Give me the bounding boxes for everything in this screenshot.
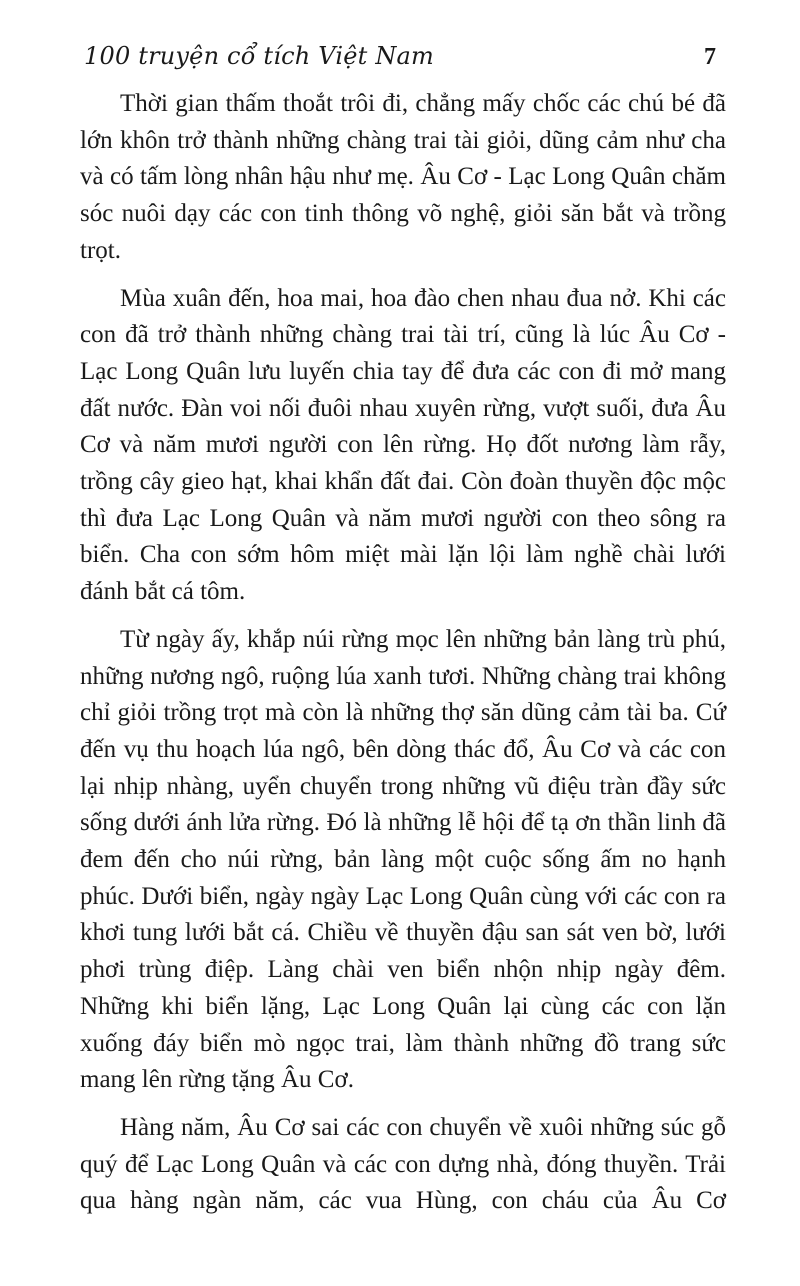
page-number: 7 [704, 44, 716, 70]
running-head-title: 100 truyện cổ tích Việt Nam [84, 42, 434, 70]
paragraph-1: Thời gian thấm thoắt trôi đi, chẳng mấy chốc các chú bé đã lớn khôn trở thành những chàng trai tài giỏi, dũng cảm như cha và có tấm lòng nhân hậu như mẹ. Âu Cơ - Lạc Long Quân chăm sóc nuôi dạy các con tinh thông võ nghệ, giỏi săn bắt và trồng trọt. [80, 90, 726, 264]
paragraph-2: Mùa xuân đến, hoa mai, hoa đào chen nhau đua nở. Khi các con đã trở thành những chàng trai tài trí, cũng là lúc Âu Cơ - Lạc Long Quân lưu luyến chia tay để đưa các con đi mở mang đất nước. Đàn voi nối đuôi nhau xuyên rừng, vượt suối, đưa Âu Cơ và năm mươi người con lên rừng. Họ đốt nương làm rẫy, trồng cây gieo hạt, khai khẩn đất đai. Còn đoàn thuyền độc mộc thì đưa Lạc Long Quân và năm mươi người con theo sông ra biển. Cha con sớm hôm miệt mài lặn lội làm nghề chài lưới đánh bắt cá tôm. [80, 284, 726, 606]
paragraph-3: Từ ngày ấy, khắp núi rừng mọc lên những bản làng trù phú, những nương ngô, ruộng lúa xanh tươi. Những chàng trai không chỉ giỏi trồng trọt mà còn là những thợ săn dũng cảm tài ba. Cứ đến vụ thu hoạch lúa ngô, bên dòng thác đổ, Âu Cơ và các con lại nhịp nhàng, uyển chuyển trong những vũ điệu tràn đầy sức sống dưới ánh lửa rừng. Đó là những lễ hội để tạ ơn thần linh đã đem đến cho núi rừng, bản làng một cuộc sống ấm no hạnh phúc. Dưới biển, ngày ngày Lạc Long Quân cùng với các con ra khơi tung lưới bắt cá. Chiều về thuyền đậu san sát ven bờ, lưới phơi trùng điệp. Làng chài ven biển nhộn nhịp ngày đêm. Những khi biển lặng, Lạc Long Quân lại cùng các con lặn xuống đáy biển mò ngọc trai, làm thành những đồ trang sức mang lên rừng tặng Âu Cơ. [80, 625, 726, 1094]
paragraph-4: Hàng năm, Âu Cơ sai các con chuyển về xuôi những súc gỗ quý để Lạc Long Quân và các con dựng nhà, đóng thuyền. Trải qua hàng ngàn năm, các vua Hùng, con cháu của Âu Cơ [80, 1113, 726, 1215]
body-text [80, 86, 726, 1220]
